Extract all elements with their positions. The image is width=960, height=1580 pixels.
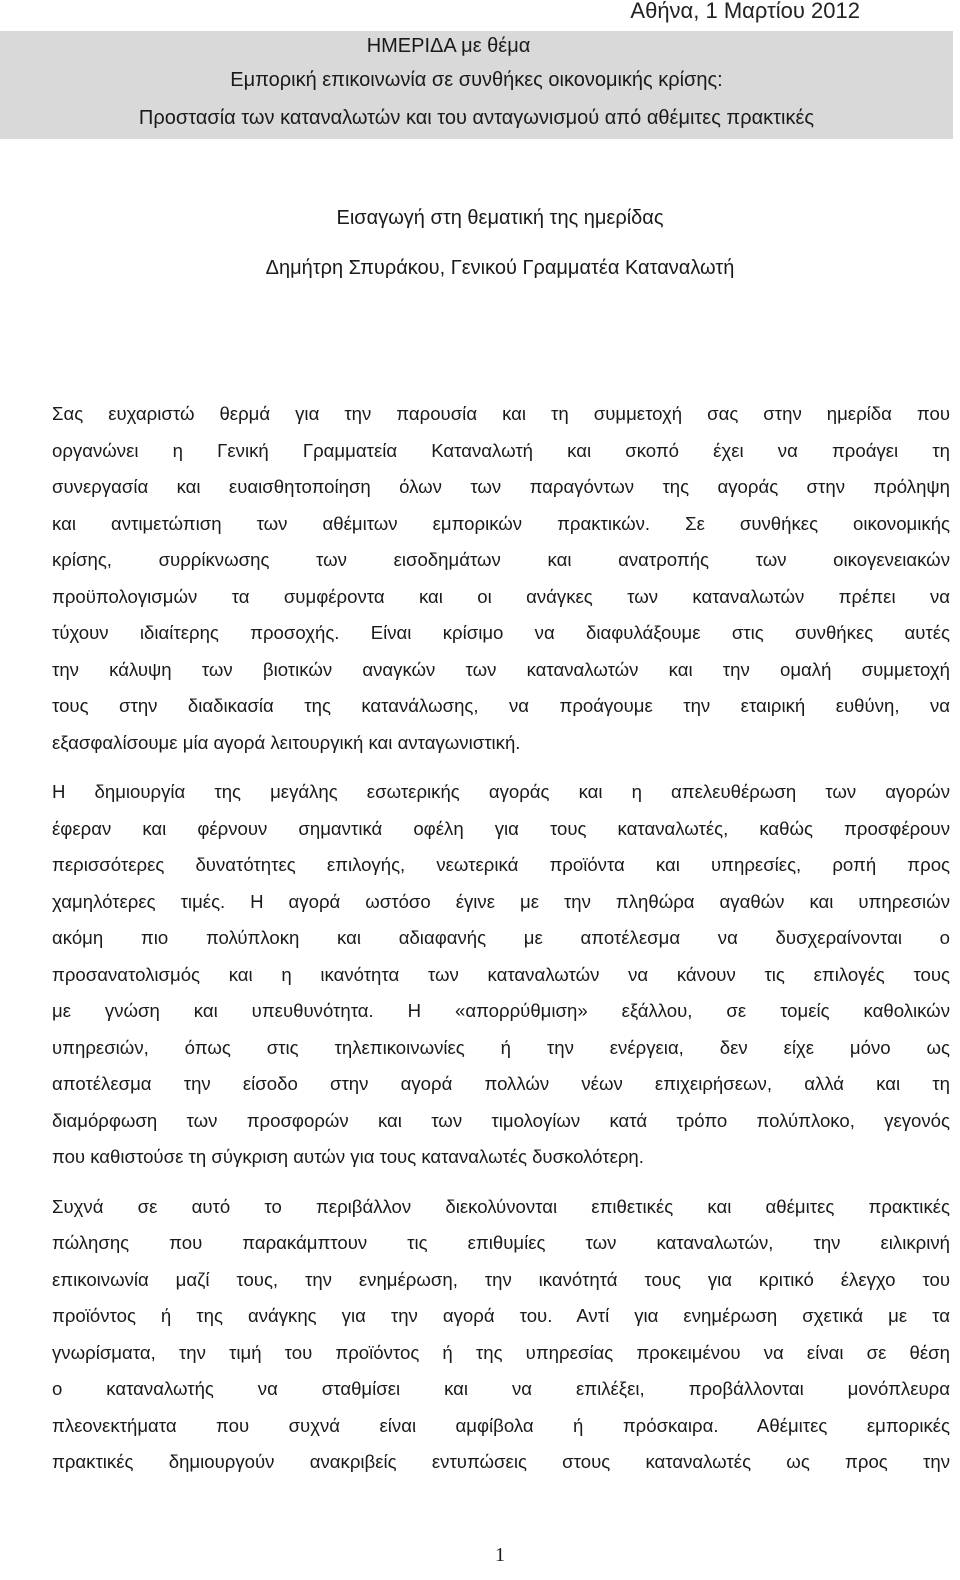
- paragraph-line: οργανώνει η Γενική Γραμματεία Καταναλωτή και σκοπό έχει να προάγει τη: [52, 439, 950, 461]
- paragraph-line: τους στην διαδικασία της κατανάλωσης, να προάγουμε την εταιρική ευθύνη, να: [52, 695, 950, 716]
- intro-heading: Εισαγωγή στη θεματική της ημερίδας: [336, 207, 664, 229]
- paragraph-line: κρίσης, συρρίκνωσης των εισοδημάτων και ανατροπής των οικογενειακών: [52, 549, 950, 570]
- paragraph-line: συνεργασία και ευαισθητοποίηση όλων των παραγόντων της αγοράς στην πρόληψη: [52, 476, 950, 497]
- paragraph: [52, 774, 950, 1176]
- event-title-line-1: Εμπορική επικοινωνία σε συνθήκες οικονομικής κρίσης:: [230, 69, 723, 91]
- paragraph-line: έφεραν και φέρνουν σημαντικά οφέλη για τους καταναλωτές, καθώς προσφέρουν: [52, 817, 950, 839]
- paragraph-line: πλεονεκτήματα που συχνά είναι αμφίβολα ή πρόσκαιρα. Αθέμιτες εμπορικές: [52, 1414, 950, 1436]
- paragraph-line: επικοινωνία μαζί τους, την ενημέρωση, την ικανότητά τους για κριτικό έλεγχο του: [52, 1268, 950, 1290]
- speaker-line: Δημήτρη Σπυράκου, Γενικού Γραμματέα Καταναλωτή: [265, 257, 735, 279]
- paragraph-line: προσανατολισμός και η ικανότητα των καταναλωτών να κάνουν τις επιλογές τους: [52, 963, 950, 985]
- paragraph-line: γνωρίσματα, την τιμή του προϊόντος ή της υπηρεσίας προκειμένου να είναι σε θέση: [52, 1341, 950, 1363]
- event-title-line-2: Προστασία των καταναλωτών και του ανταγωνισμού από αθέμιτες πρακτικές: [138, 107, 815, 129]
- paragraph-line: την κάλυψη των βιοτικών αναγκών των καταναλωτών και την ομαλή συμμετοχή: [52, 658, 950, 680]
- paragraph-line: Σας ευχαριστώ θερμά για την παρουσία και τη συμμετοχή σας στην ημερίδα που: [52, 403, 950, 424]
- paragraph-line: εξασφαλίσουμε μία αγορά λειτουργική και ανταγωνιστική.: [52, 731, 521, 753]
- paragraph-line: προϊόντος ή της ανάγκης για την αγορά του. Αντί για ενημέρωση σχετικά με τα: [52, 1305, 950, 1326]
- paragraph-line: τύχουν ιδιαίτερης προσοχής. Είναι κρίσιμο να διαφυλάξουμε στις συνθήκες αυτές: [52, 622, 950, 643]
- paragraph-line: ακόμη πιο πολύπλοκη και αδιαφανής με αποτέλεσμα να δυσχεραίνονται ο: [52, 927, 950, 948]
- event-label-text: ΗΜΕΡΙΔΑ με θέμα: [366, 35, 531, 57]
- paragraph-line: και αντιμετώπιση των αθέμιτων εμπορικών πρακτικών. Σε συνθήκες οικονομικής: [52, 512, 950, 534]
- document-date: Αθήνα, 1 Μαρτίου 2012: [630, 0, 860, 23]
- paragraph-line: Η δημιουργία της μεγάλης εσωτερικής αγοράς και η απελευθέρωση των αγορών: [52, 781, 950, 802]
- event-label: [0, 35, 953, 58]
- paragraph: [52, 1189, 950, 1481]
- paragraph-line: αποτέλεσμα την είσοδο στην αγορά πολλών νέων επιχειρήσεων, αλλά και τη: [52, 1073, 950, 1094]
- paragraph-line: περισσότερες δυνατότητες επιλογής, νεωτερικά προϊόντα και υπηρεσίες, ροπή προς: [52, 854, 950, 875]
- document-body: [52, 396, 950, 1494]
- paragraph-line: υπηρεσιών, όπως στις τηλεπικοινωνίες ή την ενέργεια, δεν είχε μόνο ως: [52, 1036, 950, 1058]
- paragraph-line: πρακτικές δημιουργούν ανακριβείς εντυπώσεις στους καταναλωτές ως προς την: [52, 1451, 950, 1472]
- paragraph-line: ο καταναλωτής να σταθμίσει και να επιλέξει, προβάλλονται μονόπλευρα: [52, 1378, 950, 1399]
- paragraph-line: που καθιστούσε τη σύγκριση αυτών για τους καταναλωτές δυσκολότερη.: [52, 1146, 644, 1167]
- paragraph-line: προϋπολογισμών τα συμφέροντα και οι ανάγκες των καταναλωτών πρέπει να: [52, 585, 950, 607]
- paragraph-line: διαμόρφωση των προσφορών και των τιμολογίων κατά τρόπο πολύπλοκο, γεγονός: [52, 1109, 950, 1131]
- paragraph-line: πώλησης που παρακάμπτουν τις επιθυμίες των καταναλωτών, την ειλικρινή: [52, 1232, 950, 1253]
- paragraph: [52, 396, 950, 761]
- paragraph-line: με γνώση και υπευθυνότητα. Η «απορρύθμιση» εξάλλου, σε τομείς καθολικών: [52, 1000, 950, 1021]
- paragraph-line: χαμηλότερες τιμές. Η αγορά ωστόσο έγινε με την πληθώρα αγαθών και υπηρεσιών: [52, 890, 950, 912]
- paragraph-line: Συχνά σε αυτό το περιβάλλον διεκολύνονται επιθετικές και αθέμιτες πρακτικές: [52, 1195, 950, 1217]
- page-number: 1: [495, 1544, 505, 1566]
